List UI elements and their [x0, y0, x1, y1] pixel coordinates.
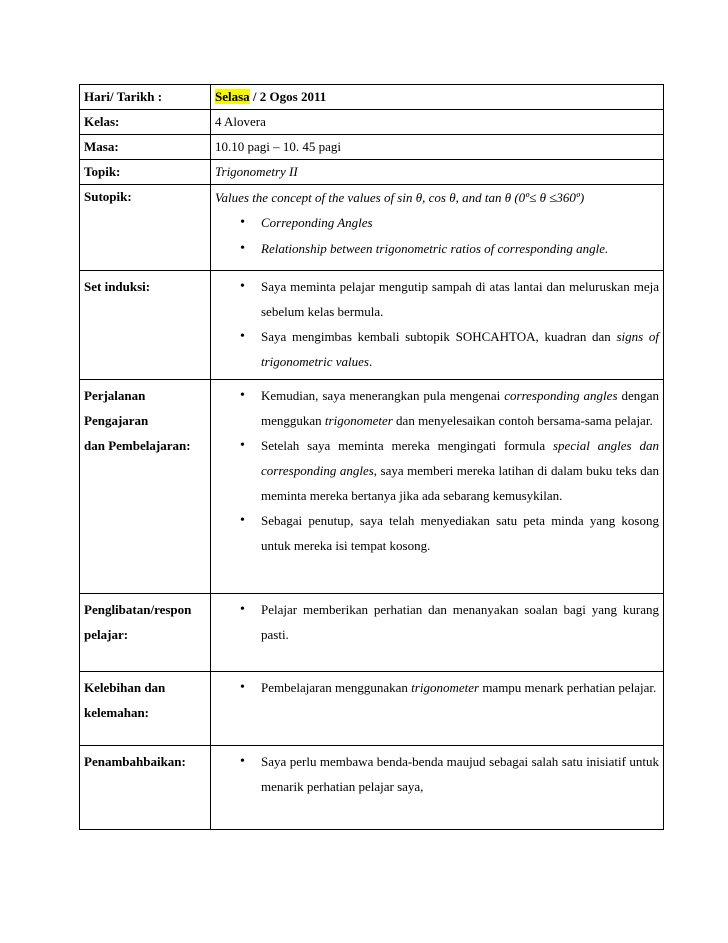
text-part: mampu menark perhatian pelajar.	[479, 680, 657, 695]
list-item: • Saya perlu membawa benda-benda maujud sebagai salah satu inisiatif untuk menarik perhatian pelajar saya,	[215, 749, 659, 799]
value-masa: 10.10 pagi – 10. 45 pagi	[211, 135, 664, 160]
list-item	[215, 433, 659, 508]
label-penambahbaikan: Penambahbaikan:	[80, 746, 211, 830]
perjalanan-list	[215, 383, 659, 558]
text-part: Saya mengimbas kembali subtopik SOHCAHTOA, kuadran dan	[261, 329, 617, 344]
label-set-induksi: Set induksi:	[80, 271, 211, 380]
text-part-italic: signs of trigonometric values	[261, 329, 659, 369]
list-item	[215, 675, 659, 700]
sutopik-list	[215, 210, 659, 262]
label-topik: Topik:	[80, 160, 211, 185]
row-perjalanan	[80, 380, 664, 594]
value-set-induksi	[211, 271, 664, 380]
label-kelebihan	[80, 672, 211, 746]
set-induksi-list	[215, 274, 659, 374]
label-line: Perjalanan	[84, 388, 146, 403]
value-kelas: 4 Alovera	[211, 110, 664, 135]
text-part-italic: trigonometer	[411, 680, 480, 695]
list-item: • Relationship between trigonometric ratios of corresponding angle.	[215, 236, 659, 262]
list-item: • Correponding Angles	[215, 210, 659, 236]
kelebihan-list	[215, 675, 659, 700]
list-item: • Sebagai penutup, saya telah menyediakan satu peta minda yang kosong untuk mereka isi tempat kosong.	[215, 508, 659, 558]
value-penambahbaikan	[211, 746, 664, 830]
row-kelas	[80, 110, 664, 135]
text-part: , saya memberi mereka latihan di dalam buku teks dan meminta mereka bertanya jika ada sebarang kemusykilan.	[261, 463, 659, 503]
list-item	[215, 383, 659, 433]
lesson-plan-table	[79, 84, 664, 830]
text-part: dan menyelesaikan contoh bersama-sama pelajar.	[392, 413, 653, 428]
text-part-italic: special angles dan corresponding angles	[261, 438, 659, 478]
list-item: • Saya meminta pelajar mengutip sampah di atas lantai dan meluruskan meja sebelum kelas bermula.	[215, 274, 659, 324]
label-line: kelemahan:	[84, 705, 149, 720]
penambahbaikan-list	[215, 749, 659, 799]
sutopik-intro: Values the concept of the values of sin θ, cos θ, and tan θ (0º≤ θ ≤360º)	[215, 190, 585, 205]
value-topik: Trigonometry II	[211, 160, 664, 185]
label-masa: Masa:	[80, 135, 211, 160]
row-masa	[80, 135, 664, 160]
value-hari-tarikh	[211, 85, 664, 110]
label-line: Kelebihan dan	[84, 680, 166, 695]
row-hari-tarikh	[80, 85, 664, 110]
text-part: Setelah saya meminta mereka mengingati formula	[261, 438, 553, 453]
label-kelas: Kelas:	[80, 110, 211, 135]
row-sutopik	[80, 185, 664, 271]
row-topik	[80, 160, 664, 185]
row-set-induksi	[80, 271, 664, 380]
label-line: Pengajaran	[84, 413, 149, 428]
text-part-italic: corresponding angles	[504, 388, 618, 403]
date-text: / 2 Ogos 2011	[249, 89, 327, 104]
text-part-italic: trigonometer	[324, 413, 393, 428]
value-perjalanan	[211, 380, 664, 594]
penglibatan-list	[215, 597, 659, 647]
row-kelebihan	[80, 672, 664, 746]
list-item: • Pelajar memberikan perhatian dan menanyakan soalan bagi yang kurang pasti.	[215, 597, 659, 647]
value-sutopik	[211, 185, 664, 271]
text-part: .	[368, 354, 373, 369]
label-perjalanan	[80, 380, 211, 594]
value-penglibatan	[211, 594, 664, 672]
text-part: Kemudian, saya menerangkan pula mengenai	[261, 388, 505, 403]
label-line: pelajar:	[84, 627, 129, 642]
text-part: Pembelajaran menggunakan	[261, 680, 412, 695]
row-penglibatan	[80, 594, 664, 672]
label-penglibatan	[80, 594, 211, 672]
label-sutopik: Sutopik:	[80, 185, 211, 271]
row-penambahbaikan	[80, 746, 664, 830]
list-item	[215, 324, 659, 374]
value-kelebihan	[211, 672, 664, 746]
label-line: Penglibatan/respon	[84, 602, 192, 617]
label-hari-tarikh: Hari/ Tarikh :	[80, 85, 211, 110]
text-part: dengan menggukan	[261, 388, 659, 428]
label-line: dan Pembelajaran:	[84, 438, 191, 453]
day-highlight: Selasa	[215, 89, 250, 104]
